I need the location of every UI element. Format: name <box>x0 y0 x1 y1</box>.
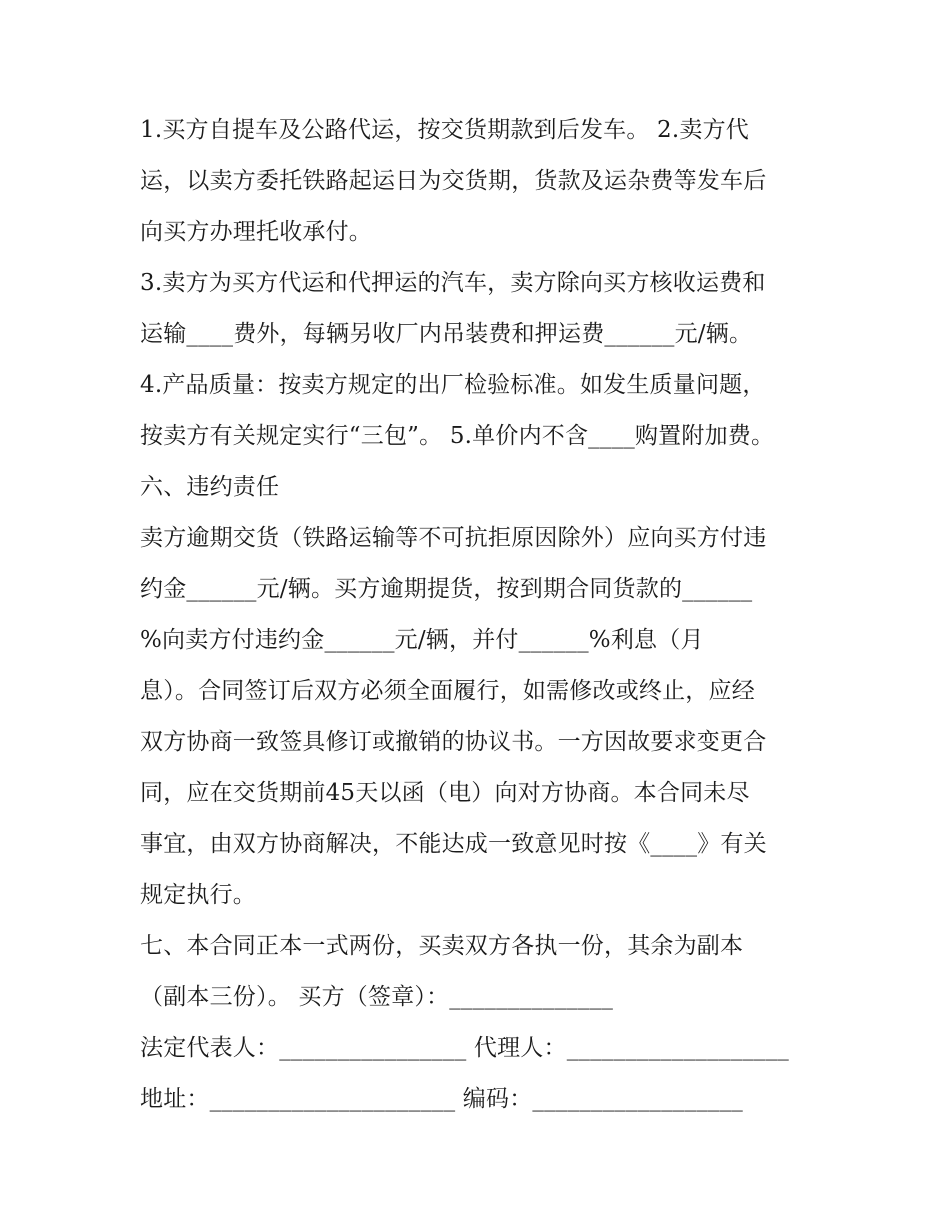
text-line: 卖方逾期交货（铁路运输等不可抗拒原因除外）应向买方付违 <box>140 525 767 551</box>
representative-line: 法定代表人：________________ 代理人：___________________ <box>140 1035 790 1061</box>
text-line: 向买方办理托收承付。 <box>140 219 372 245</box>
text-line: 运输____费外，每辆另收厂内吊装费和押运费______元/辆。 <box>140 321 753 347</box>
text-line: %向卖方付违约金______元/辆，并付______%利息（月 <box>140 627 704 653</box>
text-line: 1.买方自提车及公路代运，按交货期款到后发车。 2.卖方代 <box>140 117 749 143</box>
contract-text-body <box>140 108 820 1128</box>
text-line: 约金______元/辆。买方逾期提货，按到期合同货款的______ <box>140 576 753 602</box>
buyer-signature-line: （副本三份）。 买方（签章）：______________ <box>140 984 614 1010</box>
text-line: 双方协商一致签具修订或撤销的协议书。一方因故要求变更合 <box>140 729 767 755</box>
text-line: 4.产品质量：按卖方规定的出厂检验标准。如发生质量问题， <box>140 372 766 398</box>
text-line: 同，应在交货期前45天以函（电）向对方协商。本合同未尽 <box>140 780 750 806</box>
text-line: 按卖方有关规定实行“三包”。 5.单价内不含____购置附加费。 <box>140 423 775 449</box>
text-line: 3.卖方为买方代运和代押运的汽车，卖方除向买方核收运费和 <box>140 270 766 296</box>
section-heading-breach: 六、违约责任 <box>140 474 280 500</box>
text-line: 事宜，由双方协商解决，不能达成一致意见时按《____》有关 <box>140 831 767 857</box>
section-heading-copies: 七、本合同正本一式两份，买卖双方各执一份，其余为副本 <box>140 933 744 959</box>
text-line: 规定执行。 <box>140 882 256 908</box>
text-line: 息）。合同签订后双方必须全面履行，如需修改或终止，应经 <box>140 678 755 704</box>
address-line: 地址：_____________________ 编码：__________________ <box>140 1086 744 1112</box>
text-line: 运，以卖方委托铁路起运日为交货期，货款及运杂费等发车后 <box>140 168 767 194</box>
